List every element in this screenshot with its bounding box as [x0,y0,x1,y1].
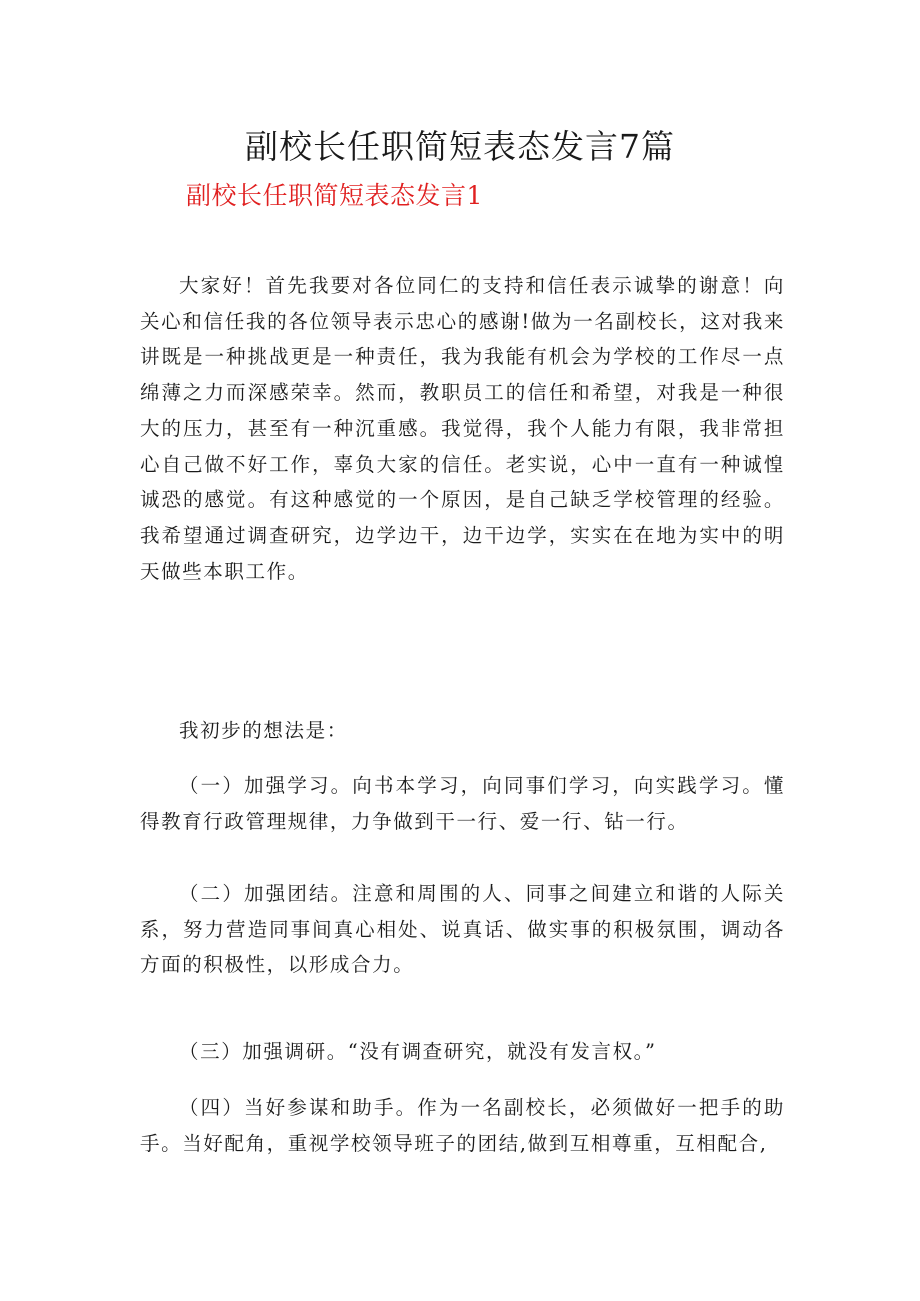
section-heading: 副校长任职简短表态发言1 [186,181,483,210]
paragraph-item-1-study: （一）加强学习。向书本学习，向同事们学习，向实践学习。懂得教育行政管理规律，力争做到干一行、爱一行、钻一行。 [140,774,785,833]
paragraph-item-3-research: （三）加强调研。“没有调查研究，就没有发言权。” [179,1040,657,1063]
paragraph-item-4-assistant: （四）当好参谋和助手。作为一名副校长，必须做好一把手的助手。当好配角，重视学校领导班子的团结,做到互相尊重，互相配合, [140,1096,785,1155]
document-title: 副校长任职简短表态发言7篇 [245,127,675,166]
paragraph-initial-ideas: 我初步的想法是： [179,719,348,742]
paragraph-item-2-unity: （二）加强团结。注意和周围的人、同事之间建立和谐的人际关系，努力营造同事间真心相处、说真话、做实事的积极氛围，调动各方面的积极性，以形成合力。 [140,882,785,977]
paragraph-opening: 大家好！首先我要对各位同仁的支持和信任表示诚挚的谢意！向关心和信任我的各位领导表示忠心的感谢!做为一名副校长，这对我来讲既是一种挑战更是一种责任，我为我能有机会为学校的工作尽一点绵薄之力而深感荣幸。然而，教职员工的信任和希望，对我是一种很大的压力，甚至有一种沉重感。我觉得，我个人能力有限，我非常担心自己做不好工作，辜负大家的信任。老实说，心中一直有一种诚惶诚恐的感觉。有这种感觉的一个原因，是自己缺乏学校管理的经验。我希望通过调查研究，边学边干，边干边学，实实在在地为实中的明天做些本职工作。 [140,274,785,583]
